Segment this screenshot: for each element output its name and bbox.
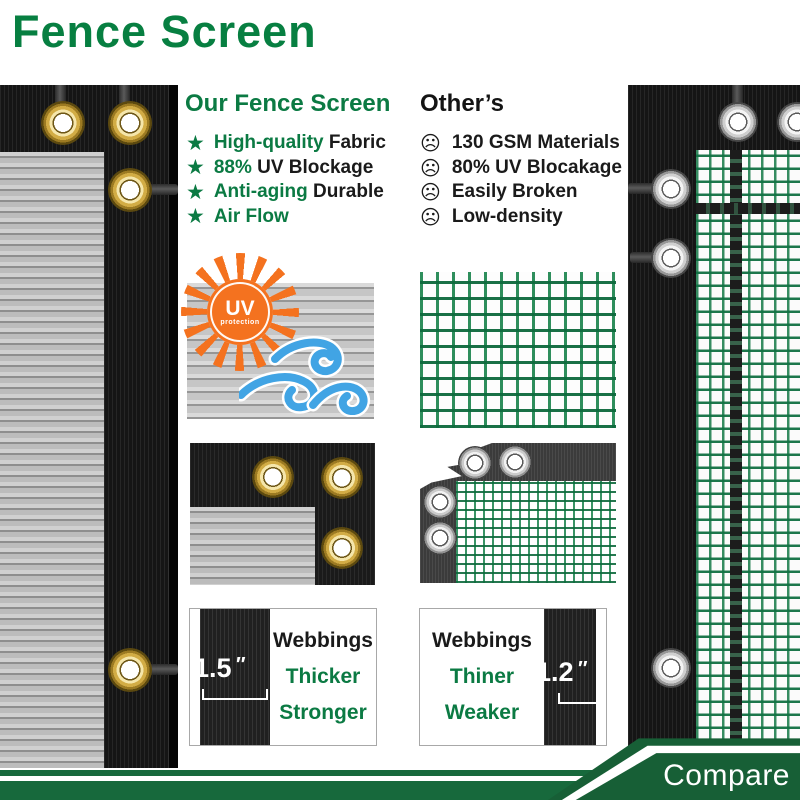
star-icon: ★ xyxy=(186,130,205,155)
others-heading: Other’s xyxy=(420,90,505,117)
webbing-size-value: 1.5 xyxy=(194,653,232,683)
compare-ribbon xyxy=(548,733,800,800)
webbing-quality: Thicker xyxy=(285,665,361,688)
inch-mark: ″ xyxy=(236,654,246,676)
webbing-size xyxy=(536,657,588,688)
brass-grommet xyxy=(321,527,363,569)
webbing-texts xyxy=(420,609,544,745)
sad-face-icon: ☹ xyxy=(420,131,441,156)
webbing-quality: Stronger xyxy=(279,701,367,724)
uv-badge-subtext: protection xyxy=(220,319,260,326)
brass-grommet xyxy=(108,648,152,692)
feature-text: Easily Broken xyxy=(451,181,578,203)
feature-highlight: 88% xyxy=(213,156,252,178)
our-webbing-box xyxy=(189,608,377,746)
other-webbing-box xyxy=(419,608,607,746)
inch-mark: ″ xyxy=(578,658,588,680)
uv-badge-text: UV xyxy=(225,297,255,320)
star-icon: ★ xyxy=(186,179,205,204)
feature-rest: Durable xyxy=(307,181,384,203)
gray-fabric xyxy=(190,507,315,585)
silver-grommet xyxy=(651,648,691,688)
wind-icon xyxy=(239,333,371,417)
brass-grommet xyxy=(252,456,294,498)
other-corner-closeup xyxy=(420,443,616,583)
silver-grommet xyxy=(498,445,532,479)
list-item xyxy=(186,156,386,181)
webbing-label: Webbings xyxy=(432,629,532,652)
feature-highlight: Air Flow xyxy=(213,205,289,227)
ours-heading: Our Fence Screen xyxy=(185,90,391,117)
silver-grommet xyxy=(718,102,758,142)
silver-grommet xyxy=(651,238,691,278)
green-mesh-fabric xyxy=(696,150,800,768)
webbing-quality: Weaker xyxy=(444,701,520,724)
our-fence-photo xyxy=(0,85,178,768)
other-fence-photo xyxy=(628,85,800,768)
feature-text: 130 GSM Materials xyxy=(451,132,620,154)
feature-highlight: Anti-aging xyxy=(213,181,308,203)
feature-highlight: High-quality xyxy=(213,132,324,154)
silver-grommet xyxy=(423,521,457,555)
silver-grommet xyxy=(458,446,492,480)
sad-face-icon: ☹ xyxy=(420,204,441,229)
measure-line xyxy=(202,689,268,700)
horizontal-seam xyxy=(696,203,800,214)
measure-line xyxy=(558,693,606,704)
star-icon: ★ xyxy=(186,204,205,229)
list-item xyxy=(420,156,622,181)
brass-grommet xyxy=(321,457,363,499)
webbing-size-value: 1.2 xyxy=(536,657,574,687)
vertical-seam xyxy=(730,150,742,768)
ours-feature-list xyxy=(186,131,386,229)
our-corner-closeup xyxy=(190,443,375,585)
brass-grommet xyxy=(41,101,85,145)
webbing-quality: Thiner xyxy=(449,665,515,688)
list-item xyxy=(186,131,386,156)
feature-rest: UV Blockage xyxy=(251,156,374,178)
list-item xyxy=(420,205,622,230)
other-mesh-sample xyxy=(420,272,616,428)
gray-fabric xyxy=(0,152,104,768)
brass-grommet xyxy=(108,168,152,212)
ribbon-label: Compare xyxy=(663,759,790,792)
webbing-size xyxy=(194,653,246,684)
others-feature-list xyxy=(420,131,622,229)
page-title: Fence Screen xyxy=(12,6,317,57)
star-icon: ★ xyxy=(186,155,205,180)
list-item xyxy=(186,205,386,230)
silver-grommet xyxy=(777,102,800,142)
feature-rest: Fabric xyxy=(323,132,386,154)
webbing-texts xyxy=(270,609,376,745)
webbing-label: Webbings xyxy=(273,629,373,652)
sad-face-icon: ☹ xyxy=(420,155,441,180)
sad-face-icon: ☹ xyxy=(420,180,441,205)
list-item xyxy=(420,131,622,156)
silver-grommet xyxy=(423,485,457,519)
brass-grommet xyxy=(108,101,152,145)
feature-text: Low-density xyxy=(451,205,563,227)
feature-text: 80% UV Blocakage xyxy=(451,156,622,178)
list-item xyxy=(420,180,622,205)
list-item xyxy=(186,180,386,205)
silver-grommet xyxy=(651,169,691,209)
uv-airflow-sample xyxy=(187,283,374,419)
